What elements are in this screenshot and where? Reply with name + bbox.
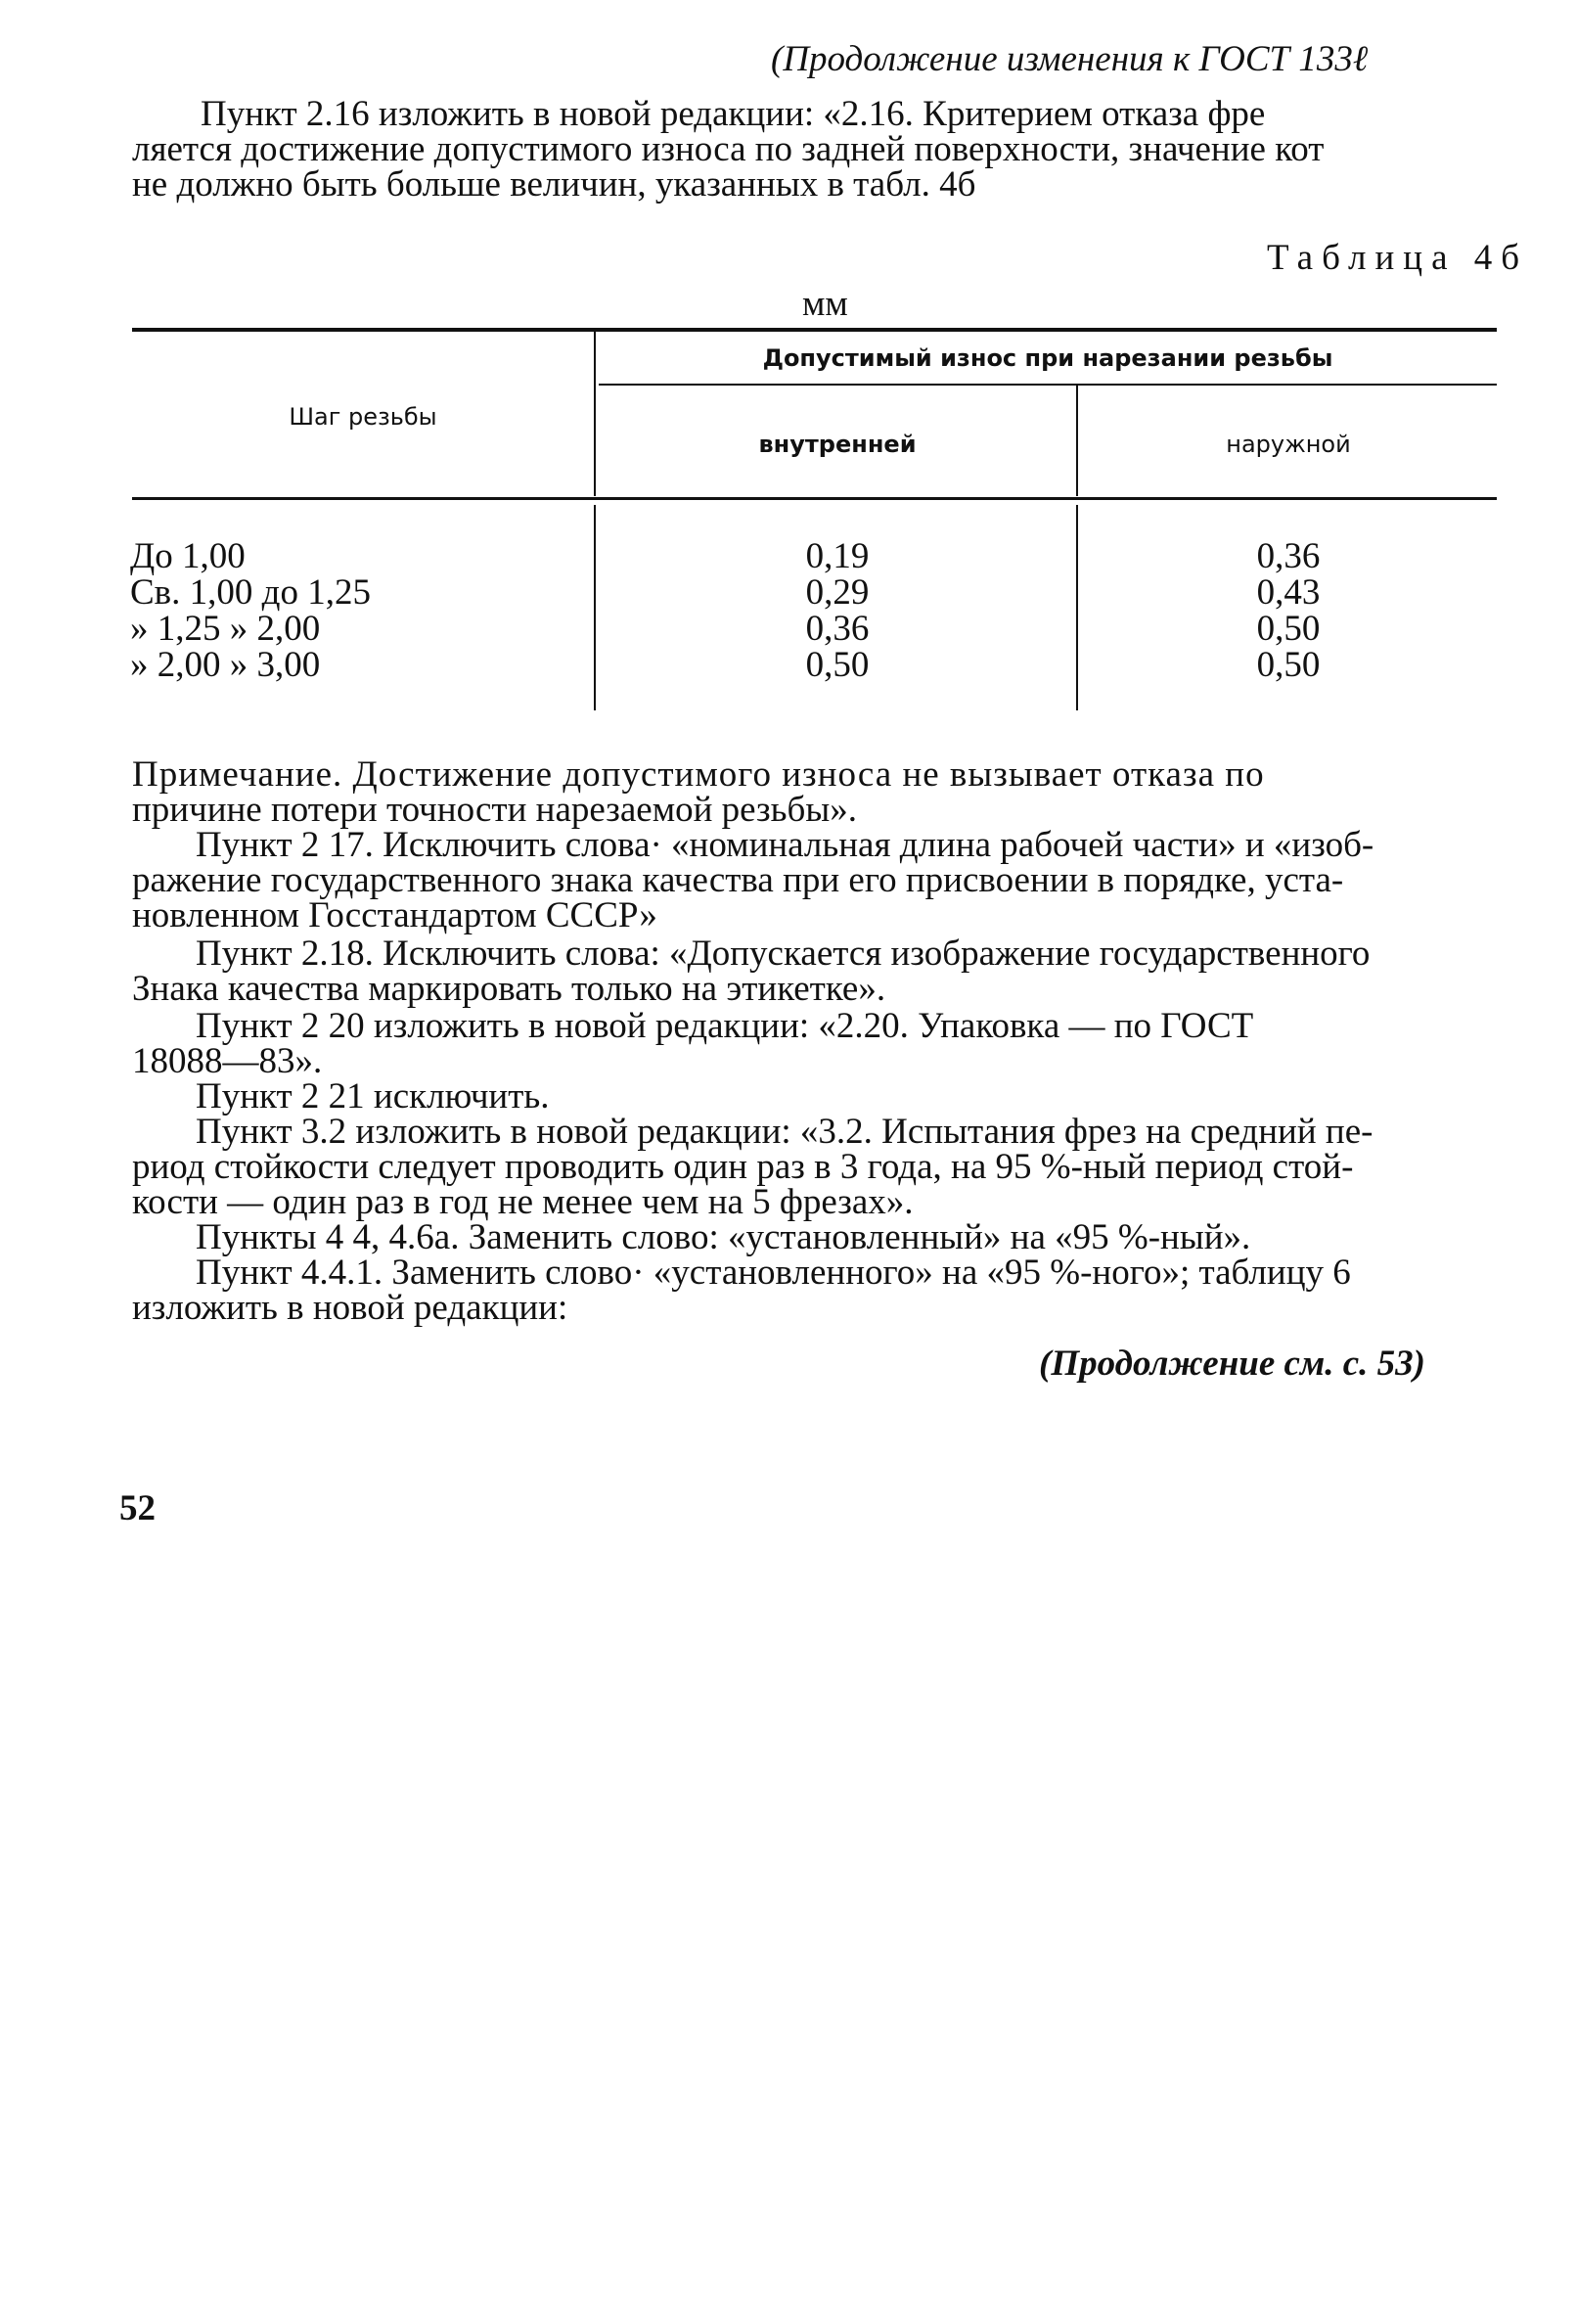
table-unit: мм [802, 284, 848, 324]
body-line: Пункт 4.4.1. Заменить слово· «установленного» на «95 %-ного»; таблицу 6 [196, 1253, 1351, 1293]
continuation-header: (Продолжение изменения к ГОСТ 133ℓ [771, 39, 1369, 79]
table-cell-inner: 0,50 [805, 645, 870, 685]
table-top-rule [132, 328, 1497, 332]
body-line: Пункт 2 20 изложить в новой редакции: «2.20. Упаковка — по ГОСТ [196, 1006, 1254, 1046]
table-cell-thread: Св. 1,00 до 1,25 [130, 572, 371, 613]
table-cell-inner: 0,19 [805, 536, 870, 576]
table-cell-outer: 0,43 [1256, 572, 1321, 613]
table-cell-thread: » 1,25 » 2,00 [130, 609, 321, 649]
body-line: ражение государственного знака качества при его присвоении в порядке, уста- [132, 860, 1344, 900]
table-cell-outer: 0,36 [1256, 536, 1321, 576]
table-header-rule [132, 497, 1497, 500]
table-cell-inner: 0,29 [805, 572, 870, 613]
body-line: Пункт 2 21 исключить. [196, 1076, 550, 1116]
body-line: Знака качества маркировать только на этикетке». [132, 969, 886, 1009]
table-cell-outer: 0,50 [1256, 645, 1321, 685]
table-col-divider [594, 505, 596, 710]
body-line: изложить в новой редакции: [132, 1288, 568, 1328]
table-header-group: Допустимый износ при нарезании резьбы [762, 344, 1333, 372]
intro-line: не должно быть больше величин, указанных в табл. 4б [132, 164, 976, 205]
intro-line: ляется достижение допустимого износа по задней поверхности, значение кот [132, 129, 1325, 169]
table-col-divider [1076, 505, 1078, 710]
body-line: Пункт 2.18. Исключить слова: «Допускается изображение государственного [196, 934, 1371, 974]
table-col-divider [594, 332, 596, 496]
table-title: Таблица 4б [1267, 238, 1529, 278]
table-col-divider [1076, 386, 1078, 496]
table-header-thread: Шаг резьбы [289, 403, 437, 431]
body-line: Пункты 4 4, 4.6а. Заменить слово: «установленный» на «95 %-ный». [196, 1217, 1251, 1257]
body-line: Пункт 3.2 изложить в новой редакции: «3.2. Испытания фрез на средний пе- [196, 1112, 1373, 1152]
table-header-outer: наружной [1226, 431, 1351, 458]
body-line: 18088—83». [132, 1041, 323, 1081]
table-cell-thread: До 1,00 [130, 536, 246, 576]
body-line: риод стойкости следует проводить один раз в 3 года, на 95 %-ный период стой- [132, 1147, 1354, 1187]
continuation-footer: (Продолжение см. с. 53) [1039, 1344, 1426, 1384]
note-line: Примечание. Достижение допустимого износа не вызывает отказа по [132, 754, 1265, 795]
intro-line: Пункт 2.16 изложить в новой редакции: «2.16. Критерием отказа фре [201, 94, 1266, 134]
table-cell-thread: » 2,00 » 3,00 [130, 645, 321, 685]
table-header-inner: внутренней [758, 431, 917, 458]
table-group-rule [599, 384, 1497, 386]
table-cell-outer: 0,50 [1256, 609, 1321, 649]
body-line: кости — один раз в год не менее чем на 5 фрезах». [132, 1182, 914, 1222]
page-number: 52 [119, 1488, 156, 1528]
note-line: причине потери точности нарезаемой резьбы». [132, 790, 857, 830]
body-line: Пункт 2 17. Исключить слова· «номинальная длина рабочей части» и «изоб- [196, 825, 1374, 865]
table-cell-inner: 0,36 [805, 609, 870, 649]
body-line: новленном Госстандартом СССР» [132, 895, 657, 935]
